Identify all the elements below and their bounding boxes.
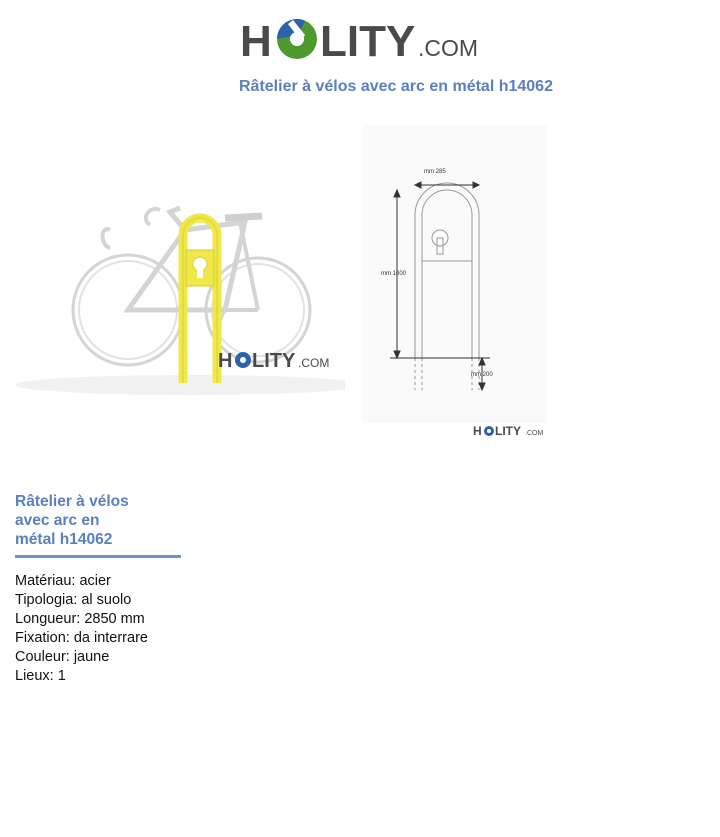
spec-item-material: Matériau: acier (15, 573, 111, 589)
spec-list (15, 572, 181, 686)
product-title-line-1: Râtelier à vélos (15, 493, 129, 510)
spec-item-places: Lieux: 1 (15, 668, 66, 684)
dimension-height-label: mm 1000 (381, 271, 407, 277)
logo-domain: .COM (418, 35, 479, 61)
spec-item-length: Longueur: 2850 mm (15, 611, 145, 627)
rack-dimension-drawing (360, 125, 555, 445)
drawing-watermark (473, 424, 543, 438)
product-title-line-3: métal h14062 (15, 531, 113, 548)
product-title (15, 492, 181, 558)
technical-drawing[interactable] (360, 125, 555, 445)
svg-text:H: H (473, 424, 482, 438)
holity-logo-icon (240, 12, 484, 68)
site-logo[interactable] (240, 12, 484, 68)
product-title-line-2: avec arc en (15, 512, 100, 529)
svg-text:.COM: .COM (298, 356, 330, 370)
logo-o-icon (277, 19, 317, 59)
bike-rack-photo (0, 110, 345, 450)
page-title: Râtelier à vélos avec arc en métal h14062 (239, 78, 553, 95)
svg-text:LITY: LITY (495, 424, 521, 438)
photo-watermark (218, 350, 329, 372)
yellow-rack-icon (183, 218, 217, 383)
dimension-width-label: mm 285 (424, 169, 446, 175)
svg-text:H: H (218, 350, 233, 372)
svg-text:.COM: .COM (525, 430, 544, 437)
logo-word: LITY (320, 17, 416, 66)
product-details (15, 492, 181, 686)
product-photo[interactable] (0, 110, 345, 450)
spec-item-fixation: Fixation: da interrare (15, 630, 148, 646)
logo-letter-h: H (240, 17, 272, 66)
dimension-depth-label: mm 200 (471, 372, 493, 378)
spec-item-color: Couleur: jaune (15, 649, 110, 665)
svg-text:LITY: LITY (252, 350, 296, 372)
spec-item-typology: Tipologia: al suolo (15, 592, 132, 608)
